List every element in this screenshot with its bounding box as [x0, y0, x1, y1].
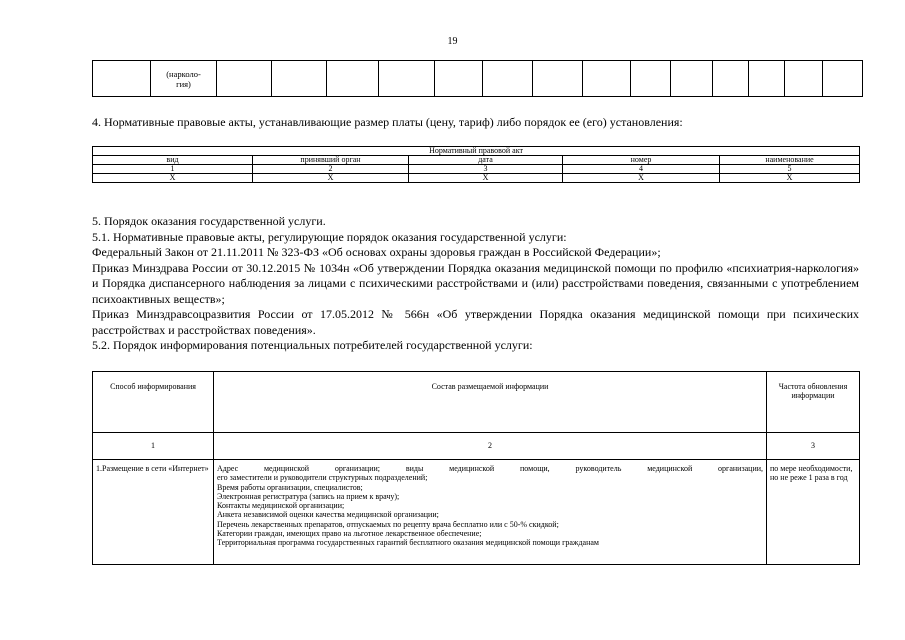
update-frequency: по мере необходимости, но не реже 1 раза в год [767, 460, 860, 565]
column-header: принявший орган [253, 156, 409, 165]
informing-content [214, 460, 767, 565]
content-line: Электронная регистратура (запись на прием к врачу); [217, 491, 400, 501]
table-cell: X [409, 174, 563, 183]
table-cell: X [720, 174, 860, 183]
table-row [93, 61, 863, 97]
table-header-row [93, 156, 860, 165]
content-line: его заместители и руководители структурных подразделений; [217, 473, 428, 483]
informing-table [92, 371, 860, 565]
table-row [93, 460, 860, 565]
column-header: наименование [720, 156, 860, 165]
table-row [93, 433, 860, 460]
content-line: Время работы организации, специалистов; [217, 482, 363, 492]
column-number: 2 [253, 165, 409, 174]
column-number: 4 [563, 165, 720, 174]
column-header: вид [93, 156, 253, 165]
section-5-title: 5. Порядок оказания государственной услуги. [92, 214, 326, 228]
content-line: Территориальная программа государственных гарантий бесплатного оказания медицинской помощи гражданам [217, 538, 599, 548]
page-number: 19 [447, 36, 458, 47]
table-row [93, 174, 860, 183]
content-line: Анкета независимой оценки качества медицинской организации; [217, 510, 439, 520]
content-line: Контакты медицинской организации; [217, 501, 345, 511]
table-row [93, 165, 860, 174]
content-line: Перечень лекарственных препаратов, отпускаемых по рецепту врача бесплатно или с 50-% скидкой; [217, 519, 559, 529]
section-5-block [92, 214, 859, 354]
legal-acts-table [92, 146, 860, 183]
cell-text: гия) [176, 78, 191, 89]
column-header: номер [563, 156, 720, 165]
column-number: 3 [409, 165, 563, 174]
column-number: 1 [93, 165, 253, 174]
table-cell: X [563, 174, 720, 183]
continued-table [92, 60, 863, 97]
section-4-title: 4. Нормативные правовые акты, устанавливающие размер платы (цену, тариф) либо порядок ее (его) установления: [92, 115, 683, 129]
table-cell: X [93, 174, 253, 183]
column-number: 2 [214, 433, 767, 460]
column-number: 1 [93, 433, 214, 460]
column-header: Состав размещаемой информации [214, 372, 767, 433]
table-header-row [93, 147, 860, 156]
law-paragraph: Федеральный Закон от 21.11.2011 № 323-ФЗ «Об основах охраны здоровья граждан в Российской Федерации»; [92, 245, 661, 259]
content-line: Адрес медицинской организации; виды медицинской помощи, руководитель медицинской организации, [217, 464, 763, 473]
table-cell [151, 61, 217, 97]
group-header: Нормативный правовой акт [93, 147, 860, 156]
table-header-row [93, 372, 860, 433]
column-header: дата [409, 156, 563, 165]
column-header: Способ информирования [93, 372, 214, 433]
cell-text: (нарколо- [166, 68, 201, 79]
law-paragraph: Приказ Минздрава России от 30.12.2015 № 1034н «Об утверждении Порядка оказания медицинской помощи по профилю «психиатрия-наркология» и Порядка диспансерного наблюдения за лицами с психическими расстройствами и (или) расстройствами поведения, связанными с употреблением психоактивных веществ»; [92, 260, 859, 306]
content-line: Категории граждан, имеющих право на льготное лекарственное обеспечение; [217, 529, 482, 539]
table-cell: X [253, 174, 409, 183]
informing-method: 1.Размещение в сети «Интернет» [93, 460, 214, 565]
column-number: 5 [720, 165, 860, 174]
section-5-2-title: 5.2. Порядок информирования потенциальных потребителей государственной услуги: [92, 338, 533, 352]
section-5-1-title: 5.1. Нормативные правовые акты, регулирующие порядок оказания государственной услуги: [92, 229, 567, 244]
column-number: 3 [767, 433, 860, 460]
column-header: Частота обновления информации [767, 372, 860, 433]
law-paragraph: Приказ Минздравсоцразвития России от 17.05.2012 № 566н «Об утверждении Порядка оказания медицинской помощи при психических расстройствах и расстройствах поведения». [92, 307, 859, 337]
